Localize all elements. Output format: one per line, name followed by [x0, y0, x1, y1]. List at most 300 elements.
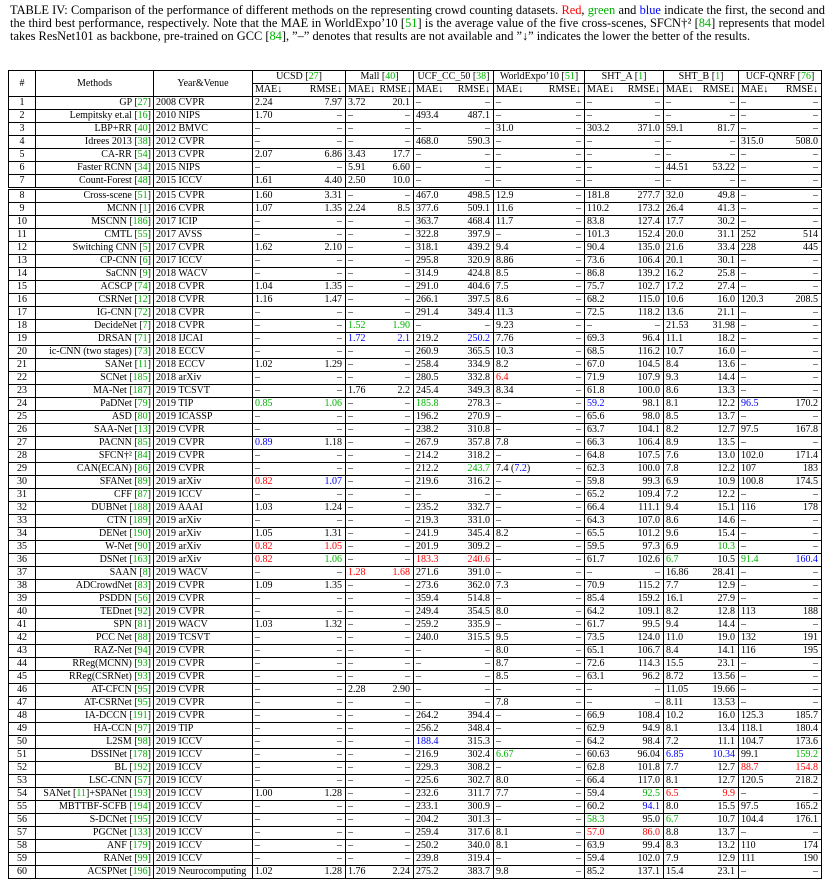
cell-method: Idrees 2013 [38] [36, 136, 154, 149]
cell-value: – [299, 801, 346, 814]
cell-value [585, 827, 625, 840]
cell-rank: 16 [9, 294, 36, 307]
cell-method: CTN [189] [36, 515, 154, 528]
cell-value: – [299, 710, 346, 723]
cell-value: 13.7 [702, 411, 739, 424]
cell-value: 13.6 [664, 307, 702, 320]
cell-value: 68.2 [585, 294, 625, 307]
cell-value: – [299, 775, 346, 788]
cell-rank: 38 [9, 580, 36, 593]
cell-value: – [414, 97, 454, 110]
cell-value: – [346, 359, 380, 372]
citation-link[interactable]: 95 [137, 697, 148, 708]
cell-value: 71.9 [585, 372, 625, 385]
table-row [9, 632, 822, 645]
cell-venue: 2013 CVPR [154, 149, 253, 162]
cell-value: 176.1 [781, 814, 822, 827]
cell-value: 114.3 [625, 658, 664, 671]
cell-rank: 20 [9, 346, 36, 359]
cell-value: – [299, 385, 346, 398]
cell-venue: 2018 CVPR [154, 294, 253, 307]
citation-link[interactable]: 73 [137, 346, 148, 357]
table-row [9, 411, 822, 424]
cell-value: – [585, 97, 625, 110]
best-value: 1.05 [324, 541, 343, 552]
citation-link[interactable]: 38 [476, 71, 487, 82]
citation-link[interactable]: 163 [132, 554, 148, 565]
cell-value: – [346, 619, 380, 632]
citation-link[interactable]: 11 [138, 359, 148, 370]
cell-value: 16.86 [664, 567, 702, 580]
table-row [9, 242, 822, 255]
table-row [9, 736, 822, 749]
cell-value: – [253, 749, 299, 762]
cell-value: 102.0 [739, 450, 781, 463]
cell-value: – [253, 762, 299, 775]
table-row [9, 385, 822, 398]
table-row [9, 645, 822, 658]
table-row [9, 710, 822, 723]
cell-value: 6.9 [664, 541, 702, 554]
col-header-rmse: RMSE↓ [454, 84, 494, 97]
citation-link[interactable]: 38 [137, 136, 148, 147]
cell-value: – [549, 840, 585, 853]
citation-link[interactable]: 72 [137, 307, 148, 318]
citation-link[interactable]: 89 [137, 476, 148, 487]
best-value: 57.0 [587, 827, 605, 838]
cell-value: 8.0 [664, 801, 702, 814]
citation-link[interactable]: 71 [137, 333, 148, 344]
table-row [9, 723, 822, 736]
cell-value: – [380, 136, 414, 149]
cell-value: – [299, 853, 346, 866]
cell-value: 271.6 [414, 567, 454, 580]
citation-link[interactable]: 193 [132, 788, 148, 799]
cell-value: – [253, 136, 299, 149]
cell-value: 14.1 [702, 645, 739, 658]
cell-value: – [380, 762, 414, 775]
cell-rank: 51 [9, 749, 36, 762]
citation-link[interactable]: 40 [137, 123, 148, 134]
cell-method: RReg(CSRNet) [93] [36, 671, 154, 684]
cell-value: – [253, 463, 299, 476]
cell-value: 118.2 [625, 307, 664, 320]
citation-link[interactable]: 83 [137, 580, 148, 591]
cell-value: – [380, 450, 414, 463]
cell-value: 9.4 [494, 242, 549, 255]
cell-value: 2.90 [380, 684, 414, 697]
table-row [9, 502, 822, 515]
citation-link[interactable]: 188 [132, 502, 148, 513]
cell-rank: 58 [9, 840, 36, 853]
cell-method: SAAN [8] [36, 567, 154, 580]
cell-value: 104.4 [739, 814, 781, 827]
cell-value: 8.2 [664, 606, 702, 619]
citation-link[interactable]: 97 [137, 723, 148, 734]
col-header-mae: MAE↓ [346, 84, 380, 97]
cell-value: – [494, 175, 549, 189]
citation-link[interactable]: 1 [715, 71, 721, 82]
cell-value: – [380, 580, 414, 593]
citation-link[interactable]: 6 [142, 255, 148, 266]
col-header-rmse: RMSE↓ [299, 84, 346, 97]
cell-value: – [380, 424, 414, 437]
cell-value: 1.28 [299, 788, 346, 801]
cell-value: – [781, 372, 822, 385]
table-row [9, 814, 822, 827]
cell-value: 7.76 [494, 333, 549, 346]
cell-venue: 2019 WACV [154, 567, 253, 580]
table-row [9, 554, 822, 567]
cell-method: ASD [80] [36, 411, 154, 424]
cell-venue: 2019 CVPR [154, 658, 253, 671]
cell-value: 115.0 [625, 294, 664, 307]
table-row [9, 359, 822, 372]
citation-link[interactable]: 95 [137, 684, 148, 695]
citation-link[interactable]: 51 [564, 71, 575, 82]
cell-value: – [781, 255, 822, 268]
cell-value: – [299, 372, 346, 385]
citation-link[interactable]: 85 [137, 437, 148, 448]
cell-value: 332.7 [454, 502, 494, 515]
cell-value: 30.2 [702, 216, 739, 229]
citation-link[interactable]: 51 [137, 190, 148, 201]
cell-value: 174 [781, 840, 822, 853]
citation-link[interactable]: 27 [137, 97, 148, 108]
cell-value: – [664, 110, 702, 123]
citation-link[interactable]: 81 [137, 619, 148, 630]
cell-value: 8.6 [664, 385, 702, 398]
cell-value: 233.1 [414, 801, 454, 814]
cell-value: 590.3 [454, 136, 494, 149]
cell-value: 9.4 [664, 502, 702, 515]
cell-value: 9.5 [494, 632, 549, 645]
cell-value: 468.4 [454, 216, 494, 229]
col-header-mae: MAE↓ [253, 84, 299, 97]
citation-link[interactable]: 84 [269, 29, 282, 43]
citation-link[interactable]: 190 [132, 528, 148, 539]
cell-value: 1.02 [253, 359, 299, 372]
cell-value: – [781, 216, 822, 229]
cell-value: 509.1 [454, 203, 494, 216]
cell-method: Lempitsky et.al [16] [36, 110, 154, 123]
cell-value: – [739, 658, 781, 671]
cell-value: – [454, 97, 494, 110]
cell-value: 11.7 [494, 216, 549, 229]
citation-link[interactable]: 191 [132, 710, 148, 721]
citation-link[interactable]: 40 [385, 71, 396, 82]
cell-value: – [549, 606, 585, 619]
cell-value: 508.0 [781, 136, 822, 149]
cell-value: 66.3 [585, 437, 625, 450]
citation-link[interactable]: 189 [132, 515, 148, 526]
cell-value: – [781, 697, 822, 710]
citation-link[interactable]: 133 [132, 827, 148, 838]
cell-value: 13.3 [702, 385, 739, 398]
citation-link[interactable]: 16 [137, 110, 148, 121]
citation-link[interactable]: 84 [137, 450, 148, 461]
citation-link[interactable]: 187 [132, 385, 148, 396]
cell-value: – [454, 671, 494, 684]
citation-link[interactable]: 1 [638, 71, 644, 82]
cell-value: – [549, 788, 585, 801]
cell-value: – [346, 189, 380, 203]
cell-value: – [781, 411, 822, 424]
cell-value: 315.5 [454, 632, 494, 645]
citation-link[interactable]: 5 [142, 242, 148, 253]
citation-link[interactable]: 13 [137, 424, 148, 435]
cell-value: 83.8 [585, 216, 625, 229]
cell-rank: 30 [9, 476, 36, 489]
citation-link[interactable]: 99 [137, 853, 148, 864]
cell-venue: 2019 ICCV [154, 840, 253, 853]
citation-link[interactable]: 98 [137, 736, 148, 747]
cell-value: – [585, 684, 625, 697]
citation-link[interactable]: 185 [132, 372, 148, 383]
cell-value [625, 788, 664, 801]
cell-value: 10.3 [494, 346, 549, 359]
cell-value: – [549, 554, 585, 567]
cell-value: 15.5 [664, 658, 702, 671]
citation-link[interactable]: 93 [137, 658, 148, 669]
cell-method: HA-CCN [97] [36, 723, 154, 736]
citation-link[interactable]: 79 [137, 398, 148, 409]
cell-value: – [549, 463, 585, 476]
cell-value: – [253, 684, 299, 697]
cell-value: 12.8 [702, 606, 739, 619]
cell-value: 280.5 [414, 372, 454, 385]
cell-value: 6.86 [299, 149, 346, 162]
cell-value: – [380, 398, 414, 411]
cell-rank: 13 [9, 255, 36, 268]
cell-value: – [494, 136, 549, 149]
cell-method: LSC-CNN [57] [36, 775, 154, 788]
cell-value: – [414, 684, 454, 697]
citation-link[interactable]: 54 [137, 149, 148, 160]
cell-value: 60.63 [585, 749, 625, 762]
citation-link[interactable]: 87 [137, 489, 148, 500]
citation-link[interactable]: 195 [132, 814, 148, 825]
cell-venue: 2019 ICCV [154, 801, 253, 814]
cell-value: 487.1 [454, 110, 494, 123]
citation-link[interactable]: 7 [142, 320, 148, 331]
cell-value: 270.9 [454, 411, 494, 424]
citation-link[interactable]: 55 [137, 229, 148, 240]
citation-link[interactable]: 8 [142, 567, 148, 578]
citation-link[interactable]: 34 [137, 162, 148, 173]
citation-link[interactable]: 88 [137, 632, 148, 643]
cell-value: – [549, 671, 585, 684]
citation-link[interactable]: 74 [137, 281, 148, 292]
citation-link[interactable]: 92 [137, 606, 148, 617]
cell-value: – [299, 632, 346, 645]
cell-value: 365.5 [454, 346, 494, 359]
cell-value: 2.50 [346, 175, 380, 189]
citation-link[interactable]: 57 [137, 775, 148, 786]
cell-venue: 2010 NIPS [154, 110, 253, 123]
cell-value: – [781, 567, 822, 580]
cell-value [299, 476, 346, 489]
cell-value: 1.76 [346, 385, 380, 398]
cell-value: – [781, 97, 822, 110]
cell-value: 107.9 [625, 372, 664, 385]
cell-value: – [346, 749, 380, 762]
table-row [9, 853, 822, 866]
cell-value: 85.2 [585, 866, 625, 879]
cell-value: 98.4 [625, 736, 664, 749]
cell-value: – [299, 255, 346, 268]
cell-venue: 2019 ICCV [154, 827, 253, 840]
cell-value: – [739, 97, 781, 110]
table-row [9, 827, 822, 840]
cell-value: – [739, 593, 781, 606]
cell-value: 2.10 [299, 242, 346, 255]
cell-venue: 2015 NIPS [154, 162, 253, 175]
citation-link[interactable]: 11 [76, 788, 86, 799]
cell-value: – [380, 801, 414, 814]
cell-value: 98.1 [625, 398, 664, 411]
cell-value: 383.7 [454, 866, 494, 879]
cell-value: – [494, 149, 549, 162]
cell-value: – [585, 320, 625, 333]
cell-value: 124.0 [625, 632, 664, 645]
cell-value: – [549, 476, 585, 489]
cell-value: 295.8 [414, 255, 454, 268]
cell-value: 317.6 [454, 827, 494, 840]
citation-link[interactable]: 76 [801, 71, 812, 82]
cell-value: 235.2 [414, 502, 454, 515]
citation-link[interactable]: 194 [132, 801, 148, 812]
cell-value: 259.2 [414, 619, 454, 632]
cell-value: 12.9 [702, 580, 739, 593]
cell-value: 62.3 [585, 463, 625, 476]
cell-value: – [380, 554, 414, 567]
cell-value: – [549, 762, 585, 775]
cell-value: 404.6 [454, 281, 494, 294]
cell-value: – [739, 489, 781, 502]
cell-value: – [494, 541, 549, 554]
cell-value: – [380, 541, 414, 554]
cell-value: – [380, 110, 414, 123]
cell-value: 183 [781, 463, 822, 476]
cell-value: – [454, 162, 494, 175]
table-row [9, 229, 822, 242]
citation-link[interactable]: 27 [308, 71, 319, 82]
cell-value: – [585, 175, 625, 189]
cell-value: – [414, 697, 454, 710]
cell-value: 13.0 [702, 450, 739, 463]
citation-link[interactable]: 90 [137, 541, 148, 552]
citation-link[interactable]: 56 [137, 593, 148, 604]
cell-value: 256.2 [414, 723, 454, 736]
citation-link[interactable]: 80 [137, 411, 148, 422]
citation-link[interactable]: 93 [137, 671, 148, 682]
cell-rank: 50 [9, 736, 36, 749]
citation-link[interactable]: 196 [132, 866, 148, 877]
cell-value: 1.31 [299, 528, 346, 541]
cell-method: DSNet [163] [36, 554, 154, 567]
cell-value: – [299, 450, 346, 463]
cell-value: – [781, 268, 822, 281]
citation-link[interactable]: 84 [698, 16, 712, 30]
cell-value: – [664, 136, 702, 149]
cell-value: – [380, 827, 414, 840]
cell-rank: 7 [9, 175, 36, 189]
cell-method: PGCNet [133] [36, 827, 154, 840]
citation-link[interactable]: 12 [137, 294, 148, 305]
citation-link[interactable]: 192 [132, 762, 148, 773]
cell-value: 72.6 [585, 658, 625, 671]
cell-method: CA-RR [54] [36, 149, 154, 162]
best-value: 94.1 [642, 801, 661, 812]
cell-value: – [549, 619, 585, 632]
cell-value: 62.8 [585, 762, 625, 775]
cell-value: – [253, 801, 299, 814]
cell-value: – [494, 684, 549, 697]
cell-value: – [549, 866, 585, 879]
cell-venue: 2019 CVPR [154, 437, 253, 450]
cell-value [739, 762, 781, 775]
citation-link[interactable]: 48 [137, 175, 148, 186]
cell-value: 102.7 [625, 281, 664, 294]
cell-value: – [739, 866, 781, 879]
cell-value: 7.3 [494, 580, 549, 593]
cell-value: – [380, 346, 414, 359]
cell-value: – [739, 346, 781, 359]
cell-value: 394.4 [454, 710, 494, 723]
cell-rank: 42 [9, 632, 36, 645]
cell-value: – [253, 385, 299, 398]
citation-link[interactable]: 186 [132, 216, 148, 227]
cell-value: 264.2 [414, 710, 454, 723]
table-wrapper [8, 70, 822, 879]
cell-value: 139.2 [625, 268, 664, 281]
cell-value: – [380, 229, 414, 242]
cell-value: 191 [781, 632, 822, 645]
cell-venue: 2019 ICCV [154, 775, 253, 788]
cell-method: RReg(MCNN) [93] [36, 658, 154, 671]
header-row-datasets [9, 71, 822, 84]
cell-value: – [781, 333, 822, 346]
cell-value: – [253, 216, 299, 229]
cell-value: – [702, 149, 739, 162]
cell-rank: 12 [9, 242, 36, 255]
citation-link[interactable]: 94 [137, 645, 148, 656]
cell-rank: 41 [9, 619, 36, 632]
best-value: 1.68 [392, 567, 411, 578]
citation-link[interactable]: 179 [132, 840, 148, 851]
cell-value: 96.04 [625, 749, 664, 762]
citation-link[interactable]: 9 [142, 268, 148, 279]
citation-link[interactable]: 1 [142, 203, 148, 214]
cell-value: 113 [739, 606, 781, 619]
best-value: 92.5 [642, 788, 661, 799]
cell-value: 7.7 [664, 762, 702, 775]
cell-value: 196.2 [414, 411, 454, 424]
cell-value [702, 541, 739, 554]
citation-link[interactable]: 51 [405, 16, 418, 30]
citation-link[interactable]: 86 [137, 463, 148, 474]
cell-value [781, 762, 822, 775]
cell-value: 2.28 [346, 684, 380, 697]
cell-value: 1.00 [253, 788, 299, 801]
cell-value: – [585, 136, 625, 149]
cell-value: – [549, 736, 585, 749]
best-value: 6.7 [666, 554, 679, 565]
cell-value: – [781, 541, 822, 554]
citation-link[interactable]: 178 [132, 749, 148, 760]
cell-value: 110.2 [585, 203, 625, 216]
